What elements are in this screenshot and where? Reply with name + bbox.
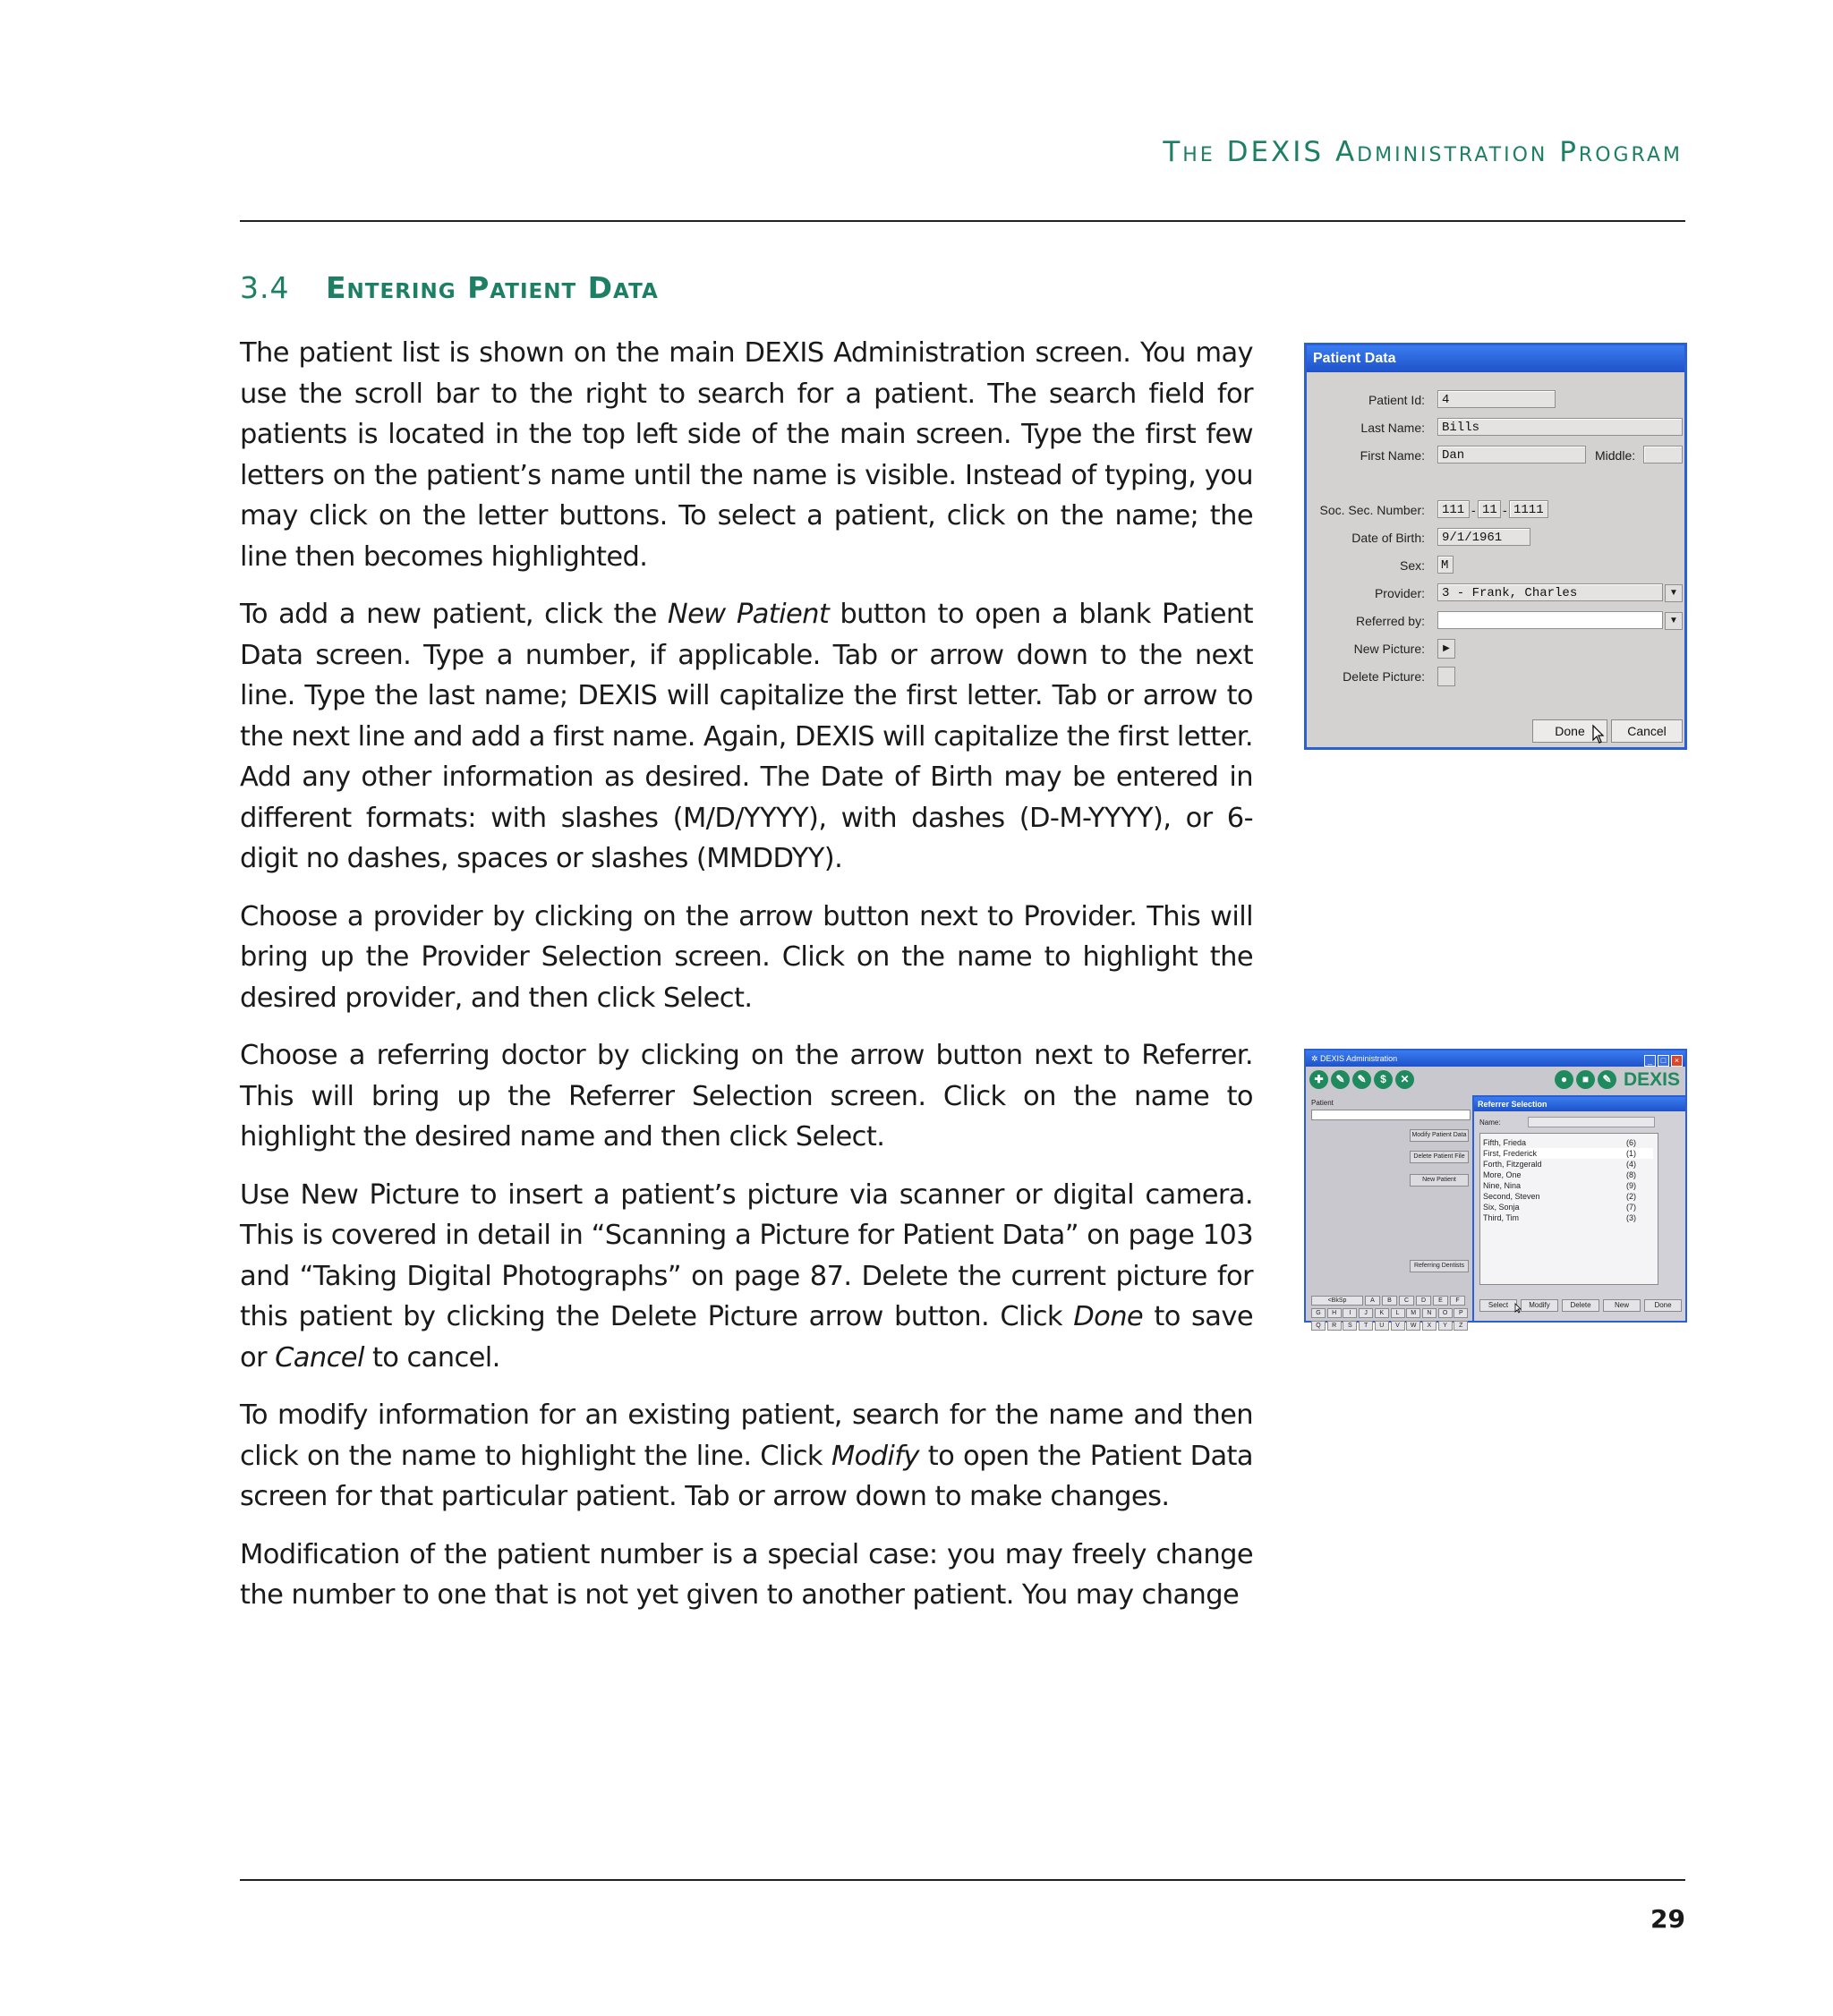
referrer-dialog-title: Referrer Selection [1474,1097,1685,1111]
letter-key[interactable]: G [1311,1308,1326,1318]
referrer-name: More, One [1483,1170,1522,1179]
referrer-selection-dialog [1472,1095,1687,1323]
modify-patient-data-button[interactable]: Modify Patient Data [1410,1129,1469,1142]
paragraph-text: to cancel. [363,1341,500,1374]
sex-field[interactable]: M [1437,556,1454,574]
ssn-dash: - [1503,503,1507,517]
ssn-part-1[interactable]: 111 [1437,500,1470,518]
paragraph-text: Modification of the patient number is a special case: you may freely change the number to one that is not yet given to another patient. You may change [240,1538,1253,1611]
delete-picture-button[interactable] [1437,667,1455,686]
body-text [240,333,1253,1633]
paragraph-text: button to open a blank Patient Data screen. Type a number, if applicable. Tab or arrow down to the next line. Type the last name; DEXIS will capitalize the first letter. Tab or arrow to the next line and add a first name. Again, DEXIS will capitalize the first letter. Add any other information as desired. The Date of Birth may be entered in different formats: with slashes (M/D/YYYY), with dashes (D-M-YYYY), or 6-digit no dashes, spaces or slashes (MMDDYY). [240,599,1253,874]
user-icon[interactable]: ● [1555,1070,1573,1089]
play-arrow-icon: ▶ [1443,643,1450,653]
provider-label: Provider: [1374,586,1425,600]
dexis-administration-window [1304,1049,1687,1329]
letter-key[interactable]: P [1454,1308,1468,1318]
referrer-name: Nine, Nina [1483,1181,1522,1190]
middle-label: Middle: [1595,448,1636,463]
footer-rule [240,1879,1685,1881]
letter-key[interactable]: U [1375,1321,1389,1331]
referrer-name: Six, Sonja [1483,1203,1520,1212]
new-picture-label: New Picture: [1353,642,1425,656]
paragraph [240,594,1253,880]
letter-key[interactable]: R [1327,1321,1342,1331]
paragraph-text: Choose a provider by clicking on the arrow button next to Provider. This will bring up the Provider Selection screen. Click on the name to highlight the desired provider, and then click Select. [240,900,1253,1014]
letter-key[interactable]: T [1359,1321,1373,1331]
new-picture-button[interactable] [1437,639,1455,659]
letter-key[interactable]: S [1343,1321,1357,1331]
letter-key[interactable]: Y [1438,1321,1453,1331]
letter-key[interactable]: M [1406,1308,1420,1318]
mouse-cursor-icon [1592,725,1605,744]
chevron-down-icon: ▼ [1669,616,1678,625]
paragraph [240,897,1253,1019]
referrer-list[interactable] [1479,1133,1658,1285]
dialog-title: Patient Data [1307,345,1684,372]
referred-by-row [1307,611,1684,631]
letter-key[interactable]: W [1406,1321,1420,1331]
referrer-code: (4) [1626,1160,1636,1169]
provider-dropdown-button[interactable] [1665,584,1683,602]
dob-row [1307,528,1684,548]
paragraph [240,1175,1253,1379]
letter-key[interactable]: N [1422,1308,1437,1318]
sex-row [1307,556,1684,575]
referrer-done-button[interactable]: Done [1644,1299,1682,1312]
emphasis-text: New Patient [667,599,830,630]
toolbar [1306,1067,1685,1093]
paragraph [240,333,1253,577]
list-item[interactable] [1483,1202,1653,1212]
referrer-code: (2) [1626,1192,1636,1201]
middle-field[interactable] [1643,446,1683,464]
list-item[interactable] [1483,1159,1653,1170]
cancel-button[interactable]: Cancel [1611,719,1683,743]
letter-key[interactable]: X [1422,1321,1437,1331]
ssn-part-2[interactable]: 11 [1478,500,1501,518]
letter-key[interactable]: C [1399,1296,1414,1306]
paragraph [240,1395,1253,1518]
list-item[interactable] [1483,1137,1653,1148]
referrer-code: (9) [1626,1181,1636,1190]
letter-key[interactable]: K [1375,1308,1389,1318]
referrer-name: Second, Steven [1483,1192,1540,1201]
paragraph-text: to open the Patient Data screen for that particular patient. Tab or arrow down to make changes. [240,1440,1253,1512]
backspace-key[interactable]: <BkSp [1311,1296,1363,1306]
list-item[interactable] [1483,1170,1653,1180]
paragraph-text: Use New Picture to insert a patient’s picture via scanner or digital camera. This is covered in detail in “Scanning a Picture for Patient Data” on page 103 and “Taking Digital Photographs” on page 87. Delete the current picture for this patient by clicking the Delete Picture arrow button. Click [240,1178,1253,1332]
letter-key[interactable]: V [1391,1321,1405,1331]
section-title-text: Entering Patient Data [326,270,659,305]
list-item[interactable] [1483,1212,1653,1223]
network-icon[interactable]: ✚ [1309,1070,1328,1089]
last-name-label: Last Name: [1360,421,1425,435]
paragraph-text: To add a new patient, click the [240,599,668,630]
maximize-icon[interactable]: □ [1658,1055,1669,1067]
referred-by-label: Referred by: [1355,614,1425,628]
first-name-row [1307,446,1684,465]
referrer-name: Third, Tim [1483,1213,1520,1222]
letter-key[interactable]: J [1359,1308,1373,1318]
paragraph-text: The patient list is shown on the main DEXIS Administration screen. You may use the scroll bar to the right to search for a patient. The search field for patients is located in the top left side of the main screen. Type the first few letters on the patient’s name until the name is visible. Instead of typing, you may click on the letter buttons. To select a patient, click on the name; the line then becomes highlighted. [240,337,1253,573]
list-item[interactable] [1483,1191,1653,1202]
letter-key[interactable]: O [1438,1308,1453,1318]
emphasis-text: Cancel [275,1341,364,1374]
running-header: The DEXIS Administration Program [1163,136,1683,168]
edit-icon[interactable]: ✎ [1352,1070,1371,1089]
letter-key[interactable]: Z [1454,1321,1468,1331]
window-title-bar [1306,1051,1685,1067]
referrer-code: (8) [1626,1170,1636,1179]
page-number: 29 [1650,1904,1685,1934]
ssn-dash: - [1471,503,1476,517]
letter-key[interactable]: H [1327,1308,1342,1318]
referrer-select-button[interactable]: Select [1479,1299,1517,1312]
close-icon[interactable]: × [1671,1055,1683,1067]
paragraph [240,1035,1253,1158]
letter-key[interactable]: Q [1311,1321,1326,1331]
letter-key[interactable]: F [1450,1296,1465,1306]
new-picture-row [1307,639,1684,659]
close-circle-icon[interactable]: ✕ [1395,1070,1414,1089]
mouse-cursor-icon [1514,1303,1522,1314]
referrer-new-button[interactable]: New [1603,1299,1641,1312]
lock-icon[interactable]: ■ [1576,1070,1595,1089]
ssn-part-3[interactable]: 1111 [1509,500,1548,518]
dob-label: Date of Birth: [1351,531,1425,545]
paragraph [240,1535,1253,1616]
patient-id-field[interactable]: 4 [1437,390,1556,408]
provider-row [1307,583,1684,603]
section-heading [240,270,659,305]
list-item[interactable] [1483,1148,1653,1159]
header-rule [240,220,1685,222]
pencil-icon[interactable]: ✎ [1331,1070,1350,1089]
chevron-down-icon: ▼ [1669,588,1678,598]
referrer-name-input[interactable] [1528,1117,1655,1127]
last-name-row [1307,418,1684,438]
letter-key[interactable]: B [1382,1296,1397,1306]
sex-label: Sex: [1399,558,1425,573]
first-name-field[interactable]: Dan [1437,446,1586,464]
app-icon: ✲ [1311,1054,1321,1063]
referrer-modify-button[interactable]: Modify [1521,1299,1558,1312]
new-patient-button[interactable]: New Patient [1410,1174,1469,1187]
referred-by-dropdown-button[interactable] [1665,612,1683,630]
letter-key[interactable]: D [1416,1296,1431,1306]
delete-patient-file-button[interactable]: Delete Patient File [1410,1151,1469,1163]
last-name-field[interactable]: Bills [1437,418,1683,436]
referrer-name-label: Name: [1479,1119,1501,1127]
dob-field[interactable]: 9/1/1961 [1437,528,1530,546]
referrer-name: First, Frederick [1483,1149,1538,1158]
ssn-label: Soc. Sec. Number: [1319,503,1425,517]
patient-panel [1309,1097,1471,1329]
patient-search-input[interactable] [1311,1110,1471,1120]
referrer-code: (6) [1626,1138,1636,1147]
dexis-logo: DEXIS [1623,1069,1680,1090]
letter-key[interactable]: L [1391,1308,1405,1318]
delete-picture-label: Delete Picture: [1343,669,1425,684]
window-title: DEXIS Administration [1320,1054,1398,1063]
wrench-icon[interactable]: ✎ [1598,1070,1616,1089]
provider-field[interactable]: 3 - Frank, Charles [1437,583,1663,601]
referrer-name: Fifth, Frieda [1483,1138,1527,1147]
paragraph-text: To modify information for an existing patient, search for the name and then click on the name to highlight the line. Click [240,1399,1253,1472]
referrer-name: Forth, Fitzgerald [1483,1160,1542,1169]
first-name-label: First Name: [1360,448,1425,463]
list-item[interactable] [1483,1180,1653,1191]
emphasis-text: Modify [831,1440,919,1472]
patient-id-label: Patient Id: [1368,393,1425,407]
paragraph-text: Choose a referring doctor by clicking on the arrow button next to Referrer. This will bring up the Referrer Selection screen. Click on the name to highlight the desired name and then click Select. [240,1040,1253,1153]
referrer-code: (7) [1626,1203,1636,1212]
patient-data-dialog [1304,343,1687,750]
referrer-code: (1) [1626,1149,1636,1158]
section-number: 3.4 [240,270,290,305]
dollar-icon[interactable]: $ [1374,1070,1393,1089]
letter-key[interactable]: A [1365,1296,1380,1306]
letter-key[interactable]: E [1433,1296,1448,1306]
minimize-icon[interactable]: _ [1644,1055,1656,1067]
referred-by-field[interactable] [1437,611,1663,629]
ssn-row [1307,500,1684,520]
emphasis-text: Done [1073,1301,1144,1332]
done-button[interactable]: Done [1532,719,1607,743]
paragraph-text: to save or [240,1301,1253,1374]
referrer-code: (3) [1626,1213,1636,1222]
patient-label: Patient [1311,1099,1334,1107]
referrer-delete-button[interactable]: Delete [1562,1299,1599,1312]
letter-key[interactable]: I [1343,1308,1357,1318]
patient-id-row [1307,390,1684,410]
referring-dentists-button[interactable]: Referring Dentists [1410,1260,1469,1272]
delete-picture-row [1307,667,1684,686]
